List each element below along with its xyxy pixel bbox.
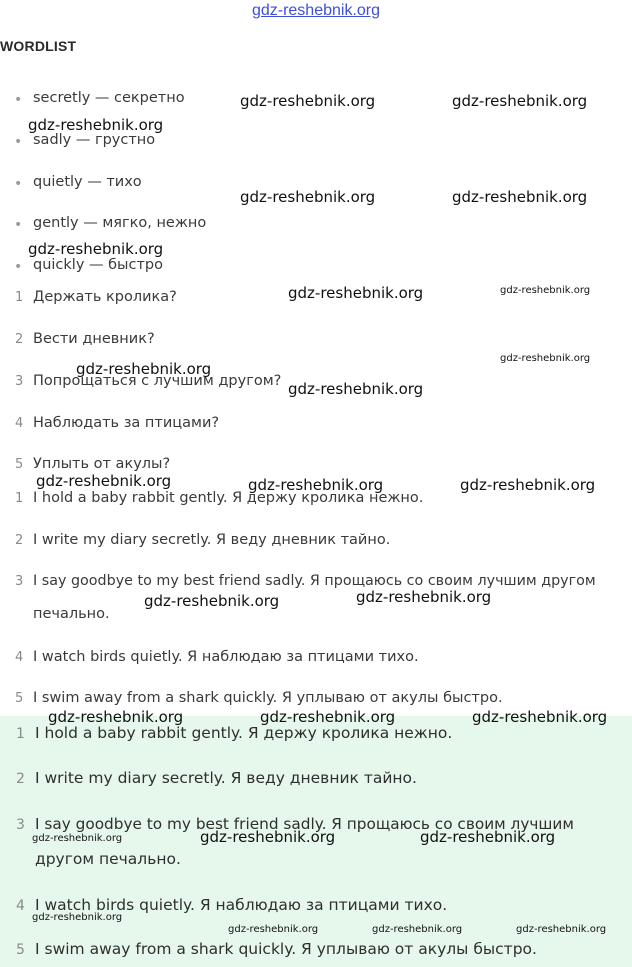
bullet-icon: •: [14, 134, 23, 150]
watermark: gdz-reshebnik.org: [28, 240, 164, 258]
question-text: Уплыть от акулы?: [33, 456, 171, 472]
watermark: gdz-reshebnik.org: [200, 828, 336, 846]
watermark: gdz-reshebnik.org: [260, 708, 396, 726]
watermark: gdz-reshebnik.org: [452, 92, 588, 110]
answer-number: 4: [15, 650, 24, 665]
watermark: gdz-reshebnik.org: [48, 708, 184, 726]
final-answer-number: 3: [16, 817, 25, 833]
final-answer-number: 4: [16, 898, 25, 914]
wordlist-item: secretly — секретно: [33, 90, 185, 106]
watermark: gdz-reshebnik.org: [500, 285, 591, 296]
watermark: gdz-reshebnik.org: [228, 924, 319, 935]
bullet-icon: •: [14, 217, 23, 233]
watermark: gdz-reshebnik.org: [32, 833, 123, 844]
final-answer-text: I swim away from a shark quickly. Я уплываю от акулы быстро.: [35, 940, 537, 958]
watermark: gdz-reshebnik.org: [248, 476, 384, 494]
watermark: gdz-reshebnik.org: [32, 912, 123, 923]
answer-text: I say goodbye to my best friend sadly. Я прощаюсь со своим лучшим другом: [33, 573, 596, 589]
answer-text: I swim away from a shark quickly. Я уплываю от акулы быстро.: [33, 690, 503, 706]
final-answer-text: I hold a baby rabbit gently. Я держу кролика нежно.: [35, 724, 453, 742]
answer-text: I hold a baby rabbit gently. Я держу кролика нежно.: [33, 490, 424, 506]
watermark: gdz-reshebnik.org: [76, 360, 212, 378]
bullet-icon: •: [14, 176, 23, 192]
answer-text: I write my diary secretly. Я веду дневник тайно.: [33, 532, 391, 548]
question-text: Держать кролика?: [33, 289, 177, 305]
bullet-icon: •: [14, 259, 23, 275]
final-answer-number: 1: [16, 726, 25, 742]
final-answer-text: I watch birds quietly. Я наблюдаю за птицами тихо.: [35, 896, 448, 914]
bullet-icon: •: [14, 92, 23, 108]
site-header-link[interactable]: gdz-reshebnik.org: [251, 2, 381, 19]
watermark: gdz-reshebnik.org: [460, 476, 596, 494]
watermark: gdz-reshebnik.org: [28, 116, 164, 134]
final-answer-text: I say goodbye to my best friend sadly. Я прощаюсь со своим лучшим: [35, 815, 574, 833]
watermark: gdz-reshebnik.org: [500, 353, 591, 364]
watermark: gdz-reshebnik.org: [144, 592, 280, 610]
watermark: gdz-reshebnik.org: [420, 828, 556, 846]
question-text: Наблюдать за птицами?: [33, 415, 220, 431]
watermark: gdz-reshebnik.org: [240, 92, 376, 110]
watermark: gdz-reshebnik.org: [472, 708, 608, 726]
watermark: gdz-reshebnik.org: [452, 188, 588, 206]
watermark: gdz-reshebnik.org: [516, 924, 607, 935]
watermark: gdz-reshebnik.org: [288, 380, 424, 398]
answer-text-continued: печально.: [33, 606, 110, 622]
question-number: 5: [15, 457, 24, 472]
question-number: 3: [15, 374, 24, 389]
watermark: gdz-reshebnik.org: [372, 924, 463, 935]
answer-text: I watch birds quietly. Я наблюдаю за птицами тихо.: [33, 649, 419, 665]
final-answer-text: I write my diary secretly. Я веду дневник тайно.: [35, 769, 417, 787]
answer-number: 5: [15, 691, 24, 706]
question-number: 2: [15, 332, 24, 347]
wordlist-item: gently — мягко, нежно: [33, 215, 207, 231]
final-answer-number: 5: [16, 942, 25, 958]
wordlist-item: quickly — быстро: [33, 257, 164, 273]
question-text: Вести дневник?: [33, 331, 155, 347]
answer-number: 2: [15, 533, 24, 548]
watermark: gdz-reshebnik.org: [288, 284, 424, 302]
question-text: Попрощаться с лучшим другом?: [33, 373, 282, 389]
wordlist-item: sadly — грустно: [33, 132, 156, 148]
watermark: gdz-reshebnik.org: [36, 472, 172, 490]
wordlist-title: WORDLIST: [0, 38, 77, 54]
answer-number: 3: [15, 574, 24, 589]
question-number: 4: [15, 416, 24, 431]
final-answer-number: 2: [16, 771, 25, 787]
answer-number: 1: [15, 491, 24, 506]
final-answer-text-continued: другом печально.: [35, 850, 181, 868]
wordlist-item: quietly — тихо: [33, 174, 142, 190]
question-number: 1: [15, 290, 24, 305]
watermark: gdz-reshebnik.org: [240, 188, 376, 206]
watermark: gdz-reshebnik.org: [356, 588, 492, 606]
